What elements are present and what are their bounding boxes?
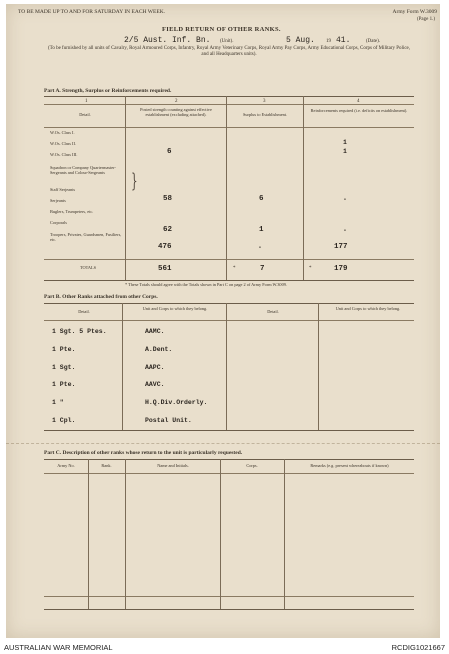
part-a-bottom-rule: [44, 280, 414, 281]
part-a-header-rule: [44, 127, 414, 128]
row-label-corporals: Corporals: [50, 220, 67, 225]
part-a-col-divider-2: [226, 96, 227, 280]
reinf-wo-class-2: 1: [343, 139, 347, 146]
part-a-top-rule: [44, 96, 414, 97]
part-b-col-unit-1: Unit and Corps to which they belong.: [142, 306, 208, 311]
attached-detail-1: 1 Sgt. 5 Ptes.: [52, 328, 107, 335]
row-label-staff-serjeants: Staff Serjeants: [50, 187, 76, 192]
part-c-title: Part C. Description of other ranks whose return to the unit is particularly requested.: [44, 450, 243, 456]
archive-id: RCDIG1021667: [391, 643, 445, 652]
surplus-corporals: 1: [259, 226, 264, 234]
part-c-col-name: Name and Initials.: [157, 463, 189, 468]
row-label-totals: TOTALS: [80, 265, 97, 270]
form-page: [6, 4, 440, 638]
part-b-col-divider-1: [122, 303, 123, 430]
part-a-col-divider-3: [303, 96, 304, 280]
date-label: (Date).: [366, 39, 381, 44]
form-instructions: (To be furnished by all units of Cavalry, Royal Armoured Corps, Infantry, Royal Army Veterinary Corps, Royal Army Pay Corps, Army Educational Corps, Corps of Military Police, and all Headquarters units).: [47, 46, 411, 58]
total-marker-reinf: *: [309, 266, 312, 271]
posted-serjeants: 58: [163, 195, 173, 203]
part-a-number-rule: [44, 104, 414, 105]
part-a-totals-rule: [44, 259, 414, 260]
part-c-bottom-rule: [44, 609, 414, 610]
attached-unit-4: AAVC.: [145, 381, 165, 388]
total-surplus: 7: [260, 265, 265, 273]
part-b-title: Part B. Other Ranks attached from other Corps.: [44, 294, 158, 300]
attached-detail-3: 1 Sgt.: [52, 364, 76, 371]
part-b-col-detail-1: Detail.: [78, 309, 90, 314]
part-b-col-detail-2: Detail.: [267, 309, 279, 314]
attached-unit-6: Postal Unit.: [145, 417, 192, 424]
posted-wo-class-3: 6: [167, 148, 172, 156]
attached-detail-2: 1 Pte.: [52, 346, 76, 353]
attached-unit-5: H.Q.Div.Orderly.: [145, 399, 208, 406]
part-b-bottom-rule: [44, 430, 414, 431]
part-c-line-1: [44, 596, 414, 597]
part-a-col-divider-1: [125, 96, 126, 280]
attached-detail-5: 1 ": [52, 399, 64, 406]
part-a-title: Part A. Strength, Surplus or Reinforcements required.: [44, 88, 172, 94]
row-label-cqms: Squadron or Company Quartermaster-Sergeants and Colour-Sergeants: [50, 165, 116, 175]
total-reinf: 179: [334, 265, 348, 273]
total-posted: 561: [158, 265, 172, 273]
date-year-prefix: 19: [326, 39, 331, 44]
attached-unit-1: AAMC.: [145, 328, 165, 335]
paper-fold-line: [6, 443, 440, 444]
brace-mark: }: [131, 168, 138, 192]
form-number: Army Form W.3009: [392, 9, 437, 15]
archive-name: AUSTRALIAN WAR MEMORIAL: [4, 643, 113, 652]
col-number-2: 2: [175, 99, 178, 104]
posted-corporals: 62: [163, 226, 173, 234]
col-header-surplus: Surplus to Establishment.: [242, 112, 288, 117]
unit-value: 2/5 Aust. Inf. Bn.: [124, 36, 211, 45]
surplus-serjeants: 6: [259, 195, 264, 203]
row-label-buglers: Buglers, Trumpeters, etc.: [50, 209, 94, 214]
part-c-col-rank: Rank.: [101, 463, 112, 468]
row-label-privates: Troopers, Privates, Guardsmen, Fusiliers, etc.: [50, 232, 122, 242]
col-header-reinforcements: Reinforcements required (i.e. deficits on establishment).: [310, 108, 408, 113]
reinf-privates: 177: [334, 243, 348, 251]
part-c-col-divider-4: [284, 459, 285, 609]
form-instruction-heading: TO BE MADE UP TO AND FOR SATURDAY IN EACH WEEK.: [18, 9, 166, 15]
unit-label: (Unit).: [220, 39, 234, 44]
col-number-3: 3: [263, 99, 266, 104]
row-label-wo-class-3: W.Os. Class III.: [50, 152, 78, 157]
page-number: (Page 1.): [416, 17, 435, 22]
reinf-serjeants: -: [343, 196, 347, 203]
row-label-wo-class-2: W.Os. Class II.: [50, 141, 76, 146]
col-number-1: 1: [85, 99, 88, 104]
part-b-col-unit-2: Unit and Corps to which they belong.: [335, 306, 401, 311]
col-header-posted-strength: Posted strength counting against effective establishment (excluding attached).: [140, 107, 212, 117]
reinf-wo-class-3: 1: [343, 148, 347, 155]
part-b-col-divider-2: [226, 303, 227, 430]
reinf-corporals: -: [343, 227, 347, 234]
part-c-col-corps: Corps.: [246, 463, 258, 468]
attached-detail-4: 1 Pte.: [52, 381, 76, 388]
part-b-header-rule: [44, 320, 414, 321]
part-c-col-divider-2: [125, 459, 126, 609]
attached-unit-3: AAPC.: [145, 364, 165, 371]
part-c-col-remarks: Remarks (e.g. present whereabouts if known): [310, 463, 389, 468]
part-b-top-rule: [44, 303, 414, 304]
col-header-detail: Detail.: [79, 112, 91, 117]
form-title: FIELD RETURN OF OTHER RANKS.: [162, 26, 281, 33]
attached-unit-2: A.Dent.: [145, 346, 173, 353]
col-number-4: 4: [357, 99, 360, 104]
attached-detail-6: 1 Cpl.: [52, 417, 76, 424]
part-c-col-divider-3: [220, 459, 221, 609]
date-value: 5 Aug.: [286, 36, 315, 45]
archive-footer: [0, 640, 449, 654]
part-c-col-army-no: Army No.: [57, 463, 75, 468]
part-c-top-rule: [44, 459, 414, 460]
surplus-privates: -: [258, 244, 262, 251]
date-year-value: 41.: [336, 36, 351, 45]
part-b-col-divider-3: [318, 303, 319, 430]
part-c-header-rule: [44, 473, 414, 474]
row-label-wo-class-1: W.Os. Class I.: [50, 130, 75, 135]
posted-privates: 476: [158, 243, 172, 251]
totals-footnote: * These Totals should agree with the Totals shown in Part C on page 2 of Army Form W.3009.: [125, 282, 287, 287]
row-label-serjeants: Serjeants: [50, 198, 66, 203]
total-marker-surplus: *: [233, 266, 236, 271]
part-c-col-divider-1: [88, 459, 89, 609]
